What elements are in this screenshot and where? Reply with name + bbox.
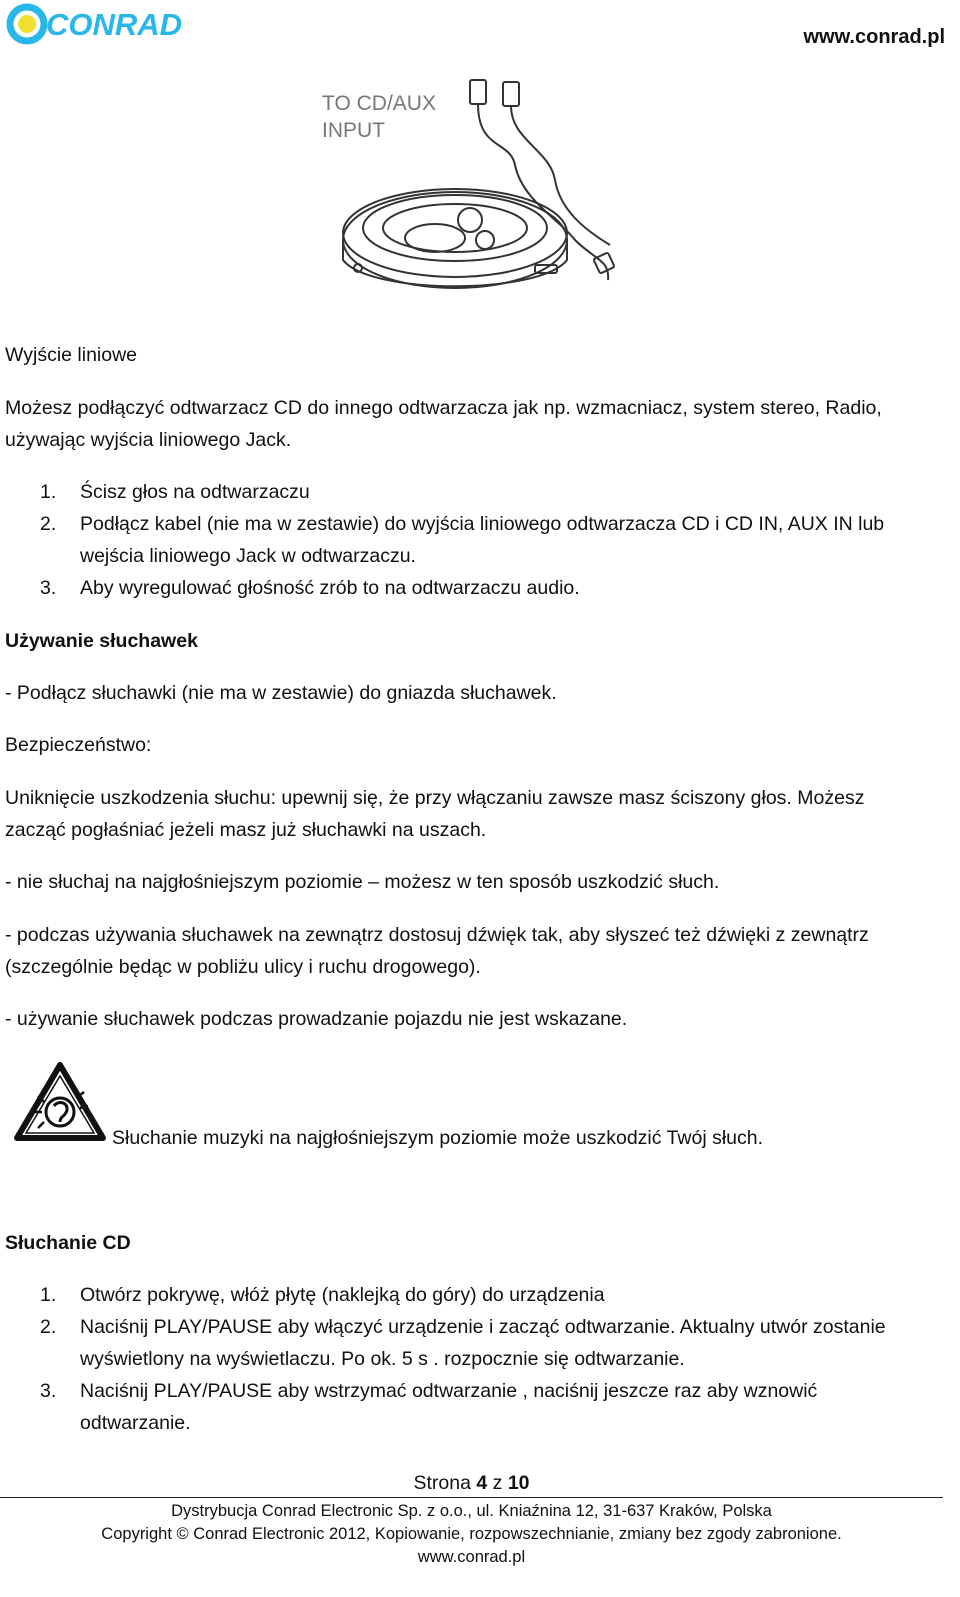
section-title-headphones: Używanie słuchawek (5, 630, 198, 652)
section-title-line-out: Wyjście liniowe (5, 344, 138, 366)
safety-p3-line2: (szczególnie będąc w pobliżu ulicy i ruchu drogowego). (5, 956, 481, 978)
list-item-continuation: wejścia liniowego Jack w odtwarzaczu. (80, 545, 416, 567)
page-total: 10 (507, 1472, 530, 1494)
list-number: 1. (40, 481, 57, 503)
list-number: 3. (40, 1380, 57, 1402)
line-out-intro-line1: Możesz podłączyć odtwarzacz CD do innego odtwarzacza jak np. wzmacniacz, system stereo, Radio, (5, 397, 882, 419)
svg-text:TO CD/AUX: TO CD/AUX (322, 92, 436, 115)
cd-player-connection-figure (310, 70, 640, 310)
list-item: Aby wyregulować głośność zrób to na odtwarzaczu audio. (80, 577, 580, 599)
line-out-intro-line2: używając wyjścia liniowego Jack. (5, 429, 292, 451)
header-site-url[interactable]: www.conrad.pl (803, 26, 945, 48)
page-prefix: Strona (413, 1472, 477, 1494)
footer-distribution: Dystrybucja Conrad Electronic Sp. z o.o., ul. Kniaźnina 12, 31-637 Kraków, Polska (171, 1502, 772, 1520)
footer-url[interactable]: www.conrad.pl (417, 1548, 526, 1566)
list-item: Ścisz głos na odtwarzaczu (80, 481, 310, 503)
list-number: 3. (40, 577, 57, 599)
list-number: 1. (40, 1284, 57, 1306)
list-item: Naciśnij PLAY/PAUSE aby włączyć urządzenie i zacząć odtwarzanie. Aktualny utwór zostanie (80, 1316, 886, 1338)
section-title-safety: Bezpieczeństwo: (5, 734, 152, 756)
list-item: Otwórz pokrywę, włóż płytę (naklejką do góry) do urządzenia (80, 1284, 605, 1306)
list-item: Naciśnij PLAY/PAUSE aby wstrzymać odtwarzanie , naciśnij jeszcze raz aby wznowić (80, 1380, 818, 1402)
safety-p1-line1: Uniknięcie uszkodzenia słuchu: upewnij się, że przy włączaniu zawsze masz ściszony głos. Możesz (5, 787, 865, 809)
page-current: 4 (476, 1472, 488, 1494)
safety-p1-line2: zacząć pogłaśniać jeżeli masz już słuchawki na uszach. (5, 819, 487, 841)
page-number (0, 1472, 943, 1495)
svg-text:INPUT: INPUT (322, 119, 385, 142)
hearing-warning-text: Słuchanie muzyki na najgłośniejszym poziomie może uszkodzić Twój słuch. (112, 1127, 764, 1149)
safety-p3-line1: - podczas używania słuchawek na zewnątrz dostosuj dźwięk tak, aby słyszeć też dźwięki z zewnątrz (5, 924, 869, 946)
list-item: Podłącz kabel (nie ma w zestawie) do wyjścia liniowego odtwarzacza CD i CD IN, AUX IN lub (80, 513, 885, 535)
safety-p4: - używanie słuchawek podczas prowadzanie pojazdu nie jest wskazane. (5, 1008, 628, 1030)
list-number: 2. (40, 1316, 57, 1338)
footer-divider (0, 1497, 943, 1498)
svg-text:CONRAD: CONRAD (46, 7, 183, 42)
footer-copyright: Copyright © Conrad Electronic 2012, Kopiowanie, rozpowszechnianie, zmiany bez zgody zabronione. (101, 1525, 842, 1543)
list-number: 2. (40, 513, 57, 535)
page-mid: z (487, 1472, 508, 1494)
list-item-continuation: odtwarzanie. (80, 1412, 191, 1434)
conrad-logo (6, 2, 183, 46)
hearing-warning-icon (14, 1062, 106, 1142)
section-title-cd: Słuchanie CD (5, 1232, 131, 1254)
safety-p2: - nie słuchaj na najgłośniejszym poziomie – możesz w ten sposób uszkodzić słuch. (5, 871, 720, 893)
list-item-continuation: wyświetlony na wyświetlaczu. Po ok. 5 s . rozpocznie się odtwarzanie. (80, 1348, 685, 1370)
headphones-text: - Podłącz słuchawki (nie ma w zestawie) do gniazda słuchawek. (5, 682, 557, 704)
